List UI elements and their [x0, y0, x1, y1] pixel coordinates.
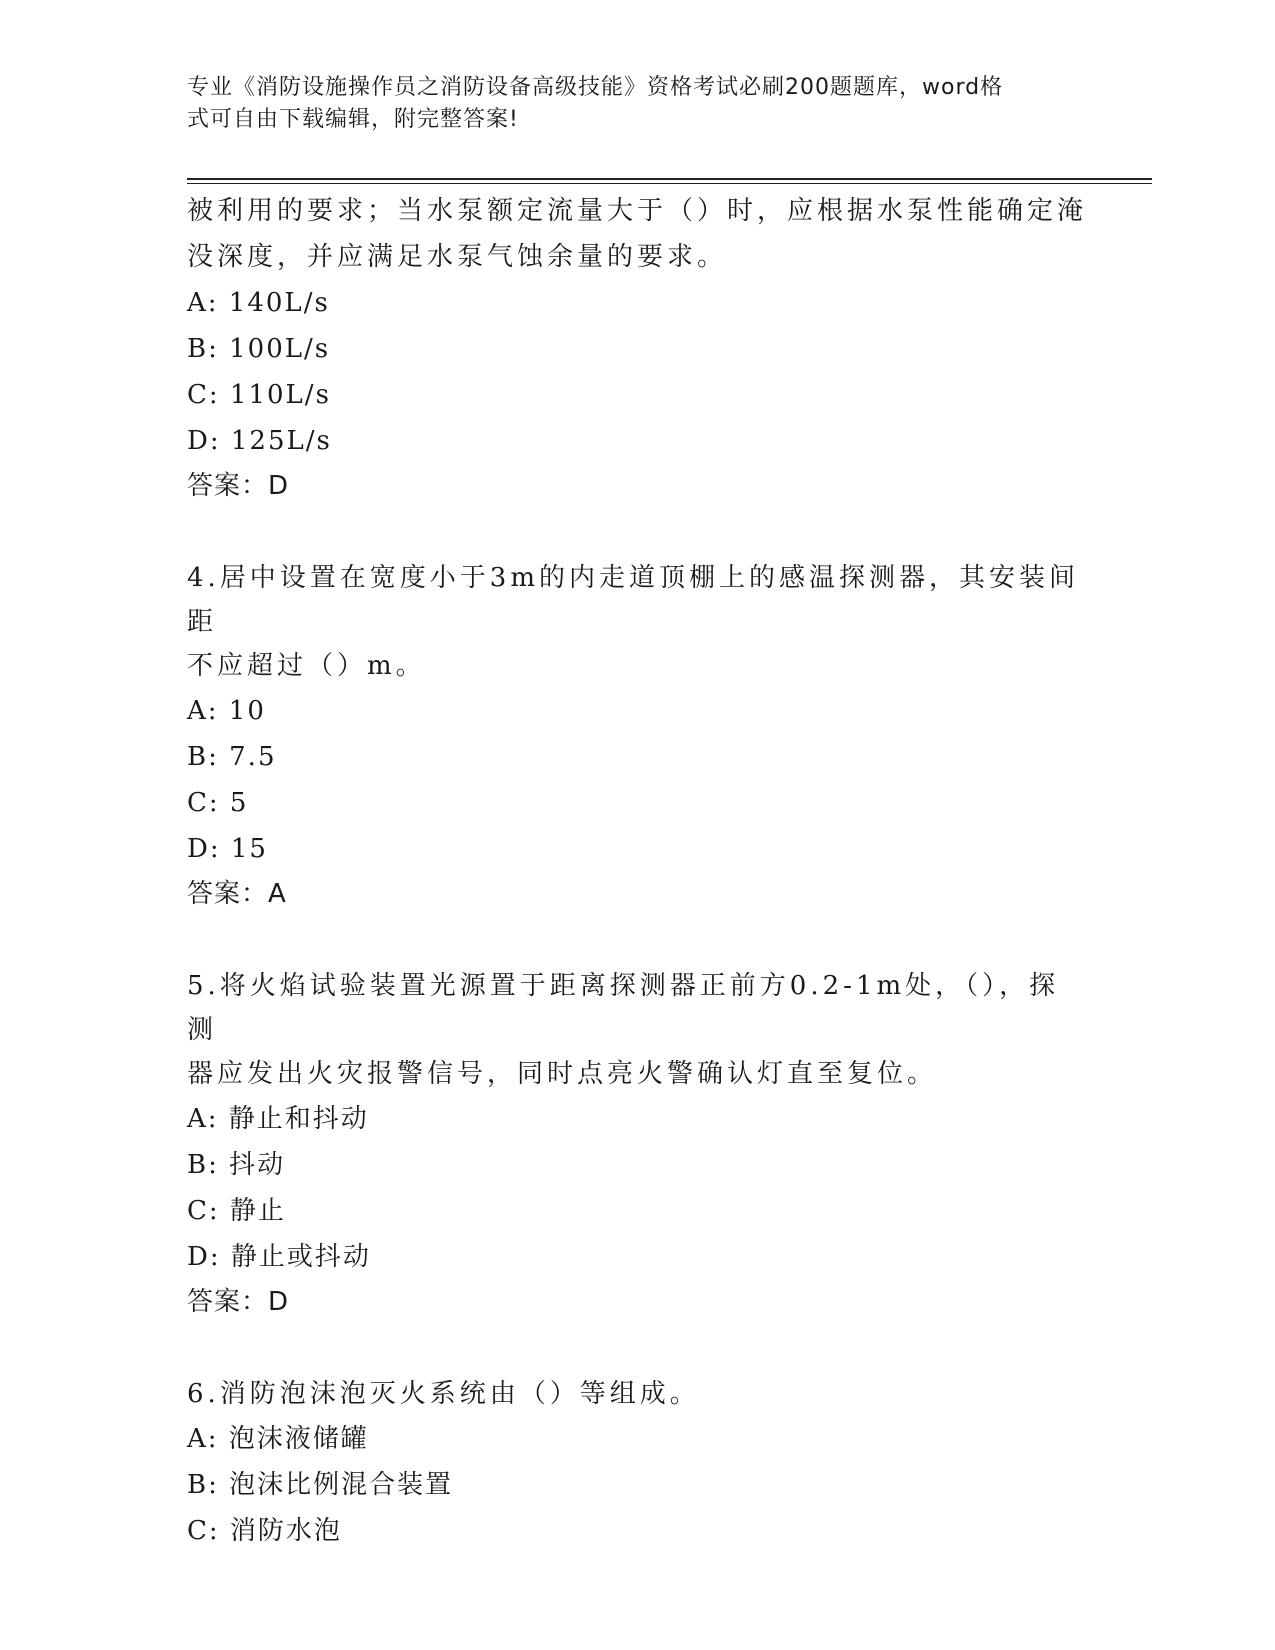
document-header	[187, 72, 1067, 136]
option-b: B: 抖动	[187, 1150, 286, 1180]
question-text-line: 不应超过（）m。	[187, 651, 426, 681]
answer: 答案：D	[187, 1287, 290, 1317]
question-text-line: 器应发出火灾报警信号，同时点亮火警确认灯直至复位。	[187, 1059, 938, 1089]
question-text-line: 被利用的要求；当水泵额定流量大于（）时，应根据水泵性能确定淹	[187, 196, 1088, 226]
question-text-line: 5.将火焰试验装置光源置于距离探测器正前方0.2-1m处，（），探测	[187, 971, 1060, 1045]
option-c: C: 消防水泡	[187, 1516, 342, 1546]
option-c: C: 110L/s	[187, 380, 331, 410]
header-line-2: 式可自由下载编辑，附完整答案!	[187, 107, 519, 132]
option-b: B: 100L/s	[187, 334, 331, 364]
header-divider-thin	[187, 183, 1152, 184]
option-a: A: 140L/s	[187, 288, 330, 318]
option-c: C: 5	[187, 788, 249, 818]
question-text-line: 6.消防泡沫泡灭火系统由（）等组成。	[187, 1379, 700, 1409]
option-a: A: 10	[187, 696, 266, 726]
question-5	[187, 964, 1087, 1324]
option-a: A: 泡沫液储罐	[187, 1424, 369, 1454]
question-4	[187, 556, 1087, 916]
option-d: D: 125L/s	[187, 426, 332, 456]
question-text-line: 没深度，并应满足水泵气蚀余量的要求。	[187, 242, 728, 272]
option-d: D: 15	[187, 834, 268, 864]
question-6	[187, 1372, 1087, 1554]
answer: 答案：D	[187, 471, 290, 501]
question-3	[187, 188, 1087, 508]
option-b: B: 泡沫比例混合装置	[187, 1470, 454, 1500]
answer: 答案：A	[187, 879, 287, 909]
question-list	[187, 188, 1087, 1602]
option-b: B: 7.5	[187, 742, 277, 772]
header-line-1: 专业《消防设施操作员之消防设备高级技能》资格考试必刷200题题库，word格	[187, 75, 1004, 100]
question-text-line: 4.居中设置在宽度小于3m的内走道顶棚上的感温探测器，其安装间距	[187, 563, 1080, 637]
option-c: C: 静止	[187, 1196, 286, 1226]
header-divider-thick	[187, 178, 1152, 180]
option-a: A: 静止和抖动	[187, 1104, 369, 1134]
option-d: D: 静止或抖动	[187, 1242, 371, 1272]
